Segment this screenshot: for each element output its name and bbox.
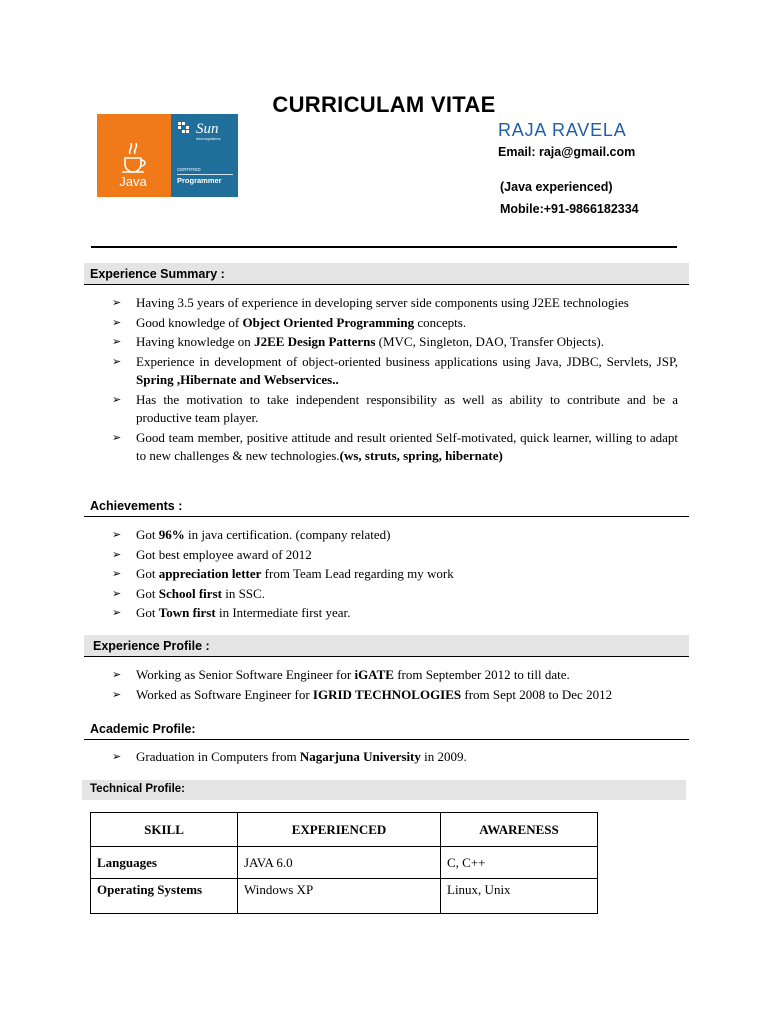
list-item (112, 686, 678, 705)
list-item-text: Graduation in Computers from (136, 749, 300, 764)
section-experience-profile: Experience Profile : (84, 635, 689, 657)
section-technical-profile: Technical Profile: (82, 780, 686, 800)
logo-sun-text: Sun (196, 121, 219, 137)
list-item-bold-text: Object Oriented Programming (242, 314, 415, 330)
bullet-arrow-icon: ➢ (112, 548, 122, 561)
list-item-text: in Intermediate first year. (215, 605, 351, 620)
list-item-text: Got (136, 566, 159, 581)
list-item (112, 294, 678, 313)
table-cell: Linux, Unix (441, 879, 598, 914)
list-item-text: from Sept 2008 to Dec 2012 (461, 686, 613, 702)
list-item (112, 546, 678, 565)
list-item-text: Working as Senior Software Engineer for (136, 667, 355, 682)
list-item-text: from Team Lead regarding my work (261, 566, 454, 581)
list-item (112, 666, 678, 685)
list-item-text: Got best employee award of 2012 (136, 546, 312, 562)
list-item-text: concepts. (414, 314, 467, 330)
title-text: CURRICULAM VITAE (272, 92, 496, 117)
experience-profile-list (112, 666, 678, 705)
table-cell: C, C++ (441, 847, 598, 879)
list-item-text: Good team member, positive attitude and result oriented Self-motivated, quick learner, willing to adapt to new challenges & new technologies. (136, 429, 678, 463)
bullet-arrow-icon: ➢ (112, 529, 122, 541)
bullet-arrow-icon: ➢ (112, 669, 122, 681)
table-cell: Windows XP (238, 879, 441, 914)
list-item (112, 526, 678, 545)
table-cell: JAVA 6.0 (238, 847, 441, 879)
list-item (112, 565, 678, 584)
column-header: AWARENESS (441, 813, 598, 847)
mobile-text: Mobile:+91-9866182334 (500, 202, 639, 216)
list-item (112, 585, 678, 604)
list-item-bold-text: Town first (158, 605, 216, 620)
column-header: SKILL (91, 813, 238, 847)
logo-programmer-text: Programmer (177, 176, 222, 185)
bullet-arrow-icon: ➢ (112, 297, 122, 309)
list-item-text: Having 3.5 years of experience in developing server side components using J2EE technologies (136, 295, 629, 310)
bullet-arrow-icon: ➢ (112, 355, 122, 368)
email-text: Email: raja@gmail.com (498, 145, 636, 159)
list-item-text: Experience in development of object-oriented business applications using Java, JDBC, Servlets, JSP, (136, 353, 678, 369)
academic-profile-list (112, 748, 678, 768)
header-divider (91, 246, 677, 248)
list-item (112, 333, 678, 352)
list-item-bold-text: IGRID TECHNOLOGIES (312, 686, 462, 702)
table-row (91, 847, 598, 879)
table-row (91, 879, 598, 914)
list-item-bold-text: (ws, struts, spring, hibernate) (339, 448, 503, 463)
section-experience-summary: Experience Summary : (84, 263, 689, 285)
list-item-text: Has the motivation to take independent responsibility as well as ability to contribute and be a productive team player. (136, 391, 678, 425)
list-item-bold-text: J2EE Design Patterns (254, 334, 376, 349)
list-item-text: Got (136, 585, 159, 601)
list-item-bold-text: Nagarjuna University (299, 749, 421, 764)
table-cell: Operating Systems (91, 879, 238, 914)
list-item (112, 353, 678, 390)
logo-sun-sub: microsystems (196, 136, 221, 141)
experience-note: (Java experienced) (500, 180, 613, 194)
list-item-bold-text: appreciation letter (158, 566, 262, 581)
list-item-text: Worked as Software Engineer for (136, 686, 313, 702)
list-item (112, 391, 678, 428)
list-item-text: in java certification. (company related) (184, 527, 391, 542)
bullet-arrow-icon: ➢ (112, 568, 122, 580)
list-item (112, 604, 678, 623)
list-item-bold-text: School first (158, 585, 222, 601)
list-item-bold-text: 96% (158, 527, 185, 542)
bullet-arrow-icon: ➢ (112, 751, 122, 763)
bullet-arrow-icon: ➢ (112, 688, 122, 701)
candidate-name: RAJA RAVELA (498, 120, 627, 140)
bullet-arrow-icon: ➢ (112, 431, 122, 444)
section-achievements: Achievements : (84, 495, 689, 517)
technical-profile-table (90, 812, 598, 914)
experience-summary-list (112, 294, 678, 467)
list-item (112, 429, 678, 466)
bullet-arrow-icon: ➢ (112, 316, 122, 329)
list-item-text: (MVC, Singleton, DAO, Transfer Objects). (375, 334, 604, 349)
section-academic-profile: Academic Profile: (84, 718, 689, 740)
bullet-arrow-icon: ➢ (112, 587, 122, 600)
list-item-text: Got (136, 605, 159, 620)
logo-certified-text: CERTIFIED (177, 167, 201, 172)
bullet-arrow-icon: ➢ (112, 336, 122, 348)
list-item-text: in SSC. (221, 585, 265, 601)
table-header-row (91, 813, 598, 847)
list-item-text: Having knowledge on (136, 334, 255, 349)
list-item (112, 314, 678, 333)
list-item-text: in 2009. (420, 749, 467, 764)
list-item-bold-text: Spring ,Hibernate and Webservices.. (136, 372, 339, 387)
list-item-text: Good knowledge of (136, 314, 243, 330)
achievements-list (112, 526, 678, 624)
list-item-text: Got (136, 527, 159, 542)
java-certified-logo (97, 114, 238, 197)
list-item-text: from September 2012 to till date. (393, 667, 570, 682)
bullet-arrow-icon: ➢ (112, 607, 122, 619)
bullet-arrow-icon: ➢ (112, 393, 122, 406)
table-cell: Languages (91, 847, 238, 879)
list-item (112, 748, 678, 767)
logo-java-text: Java (119, 174, 147, 189)
column-header: EXPERIENCED (238, 813, 441, 847)
list-item-bold-text: iGATE (354, 667, 394, 682)
